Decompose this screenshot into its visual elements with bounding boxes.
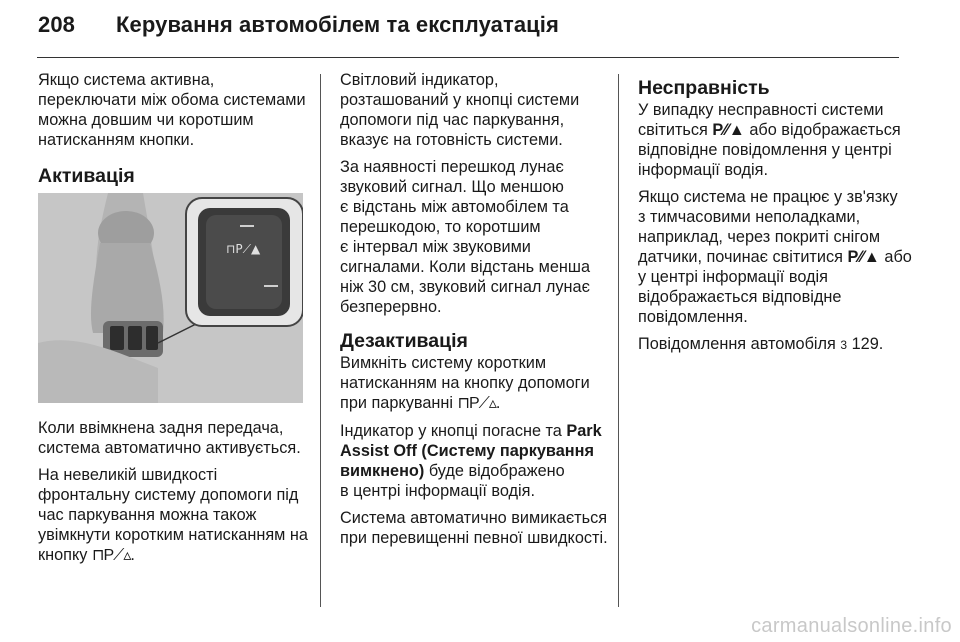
message-text: вимкнено) [340,462,425,480]
text-line: перешкодою, то коротшим [340,218,541,236]
heading-fault: Несправність [638,77,770,99]
text-line: інформації водія. [638,161,768,179]
text-line: повідомлення. [638,308,748,326]
text-line: розташований у кнопці системи [340,91,580,109]
text-line: або відображається [749,121,901,139]
text-line: допомоги під час паркування, [340,111,565,129]
text-line: є інтервал між звуковими [340,238,531,256]
vehicle-messages-paragraph [638,334,928,355]
text-line: датчики, починає світитися [638,248,843,266]
deactivation-paragraph [340,353,610,414]
text-line: За наявності перешкод лунає [340,158,564,176]
text-line: На невеликій швидкості [38,466,218,484]
column-1 [38,70,308,188]
text-line: буде відображено [424,462,565,480]
text-line: Коли ввімкнена задня передача, [38,419,284,437]
text-line: вказує на готовність системи. [340,131,563,149]
text-line: . [495,394,501,412]
park-assist-fault-icon: P⁄⁄▲ [712,121,745,139]
text-line: кнопку [38,546,88,564]
column-2 [340,70,610,555]
park-assist-button-icon: ⊓P⟋▵ [457,395,496,412]
text-line: Якщо система активна, [38,71,215,89]
text-line: натисканням на кнопку допомоги [340,374,590,392]
obstacle-paragraph [340,157,610,317]
heading-activation: Активація [38,165,135,187]
park-assist-button-icon: ⊓P⟋▵ [91,547,131,564]
text-line: у центрі інформації водія [638,268,828,286]
text-line: Індикатор у кнопці погасне та [340,422,562,440]
reverse-gear-paragraph [38,418,313,458]
text-line: або [884,248,912,266]
text-line: увімкнути коротким натисканням на [38,526,308,544]
text-line: час паркування можна також [38,506,257,524]
text-line: переключати між обома системами [38,91,306,109]
page-reference-link[interactable]: 129. [851,335,884,353]
indicator-paragraph [340,70,610,150]
header-rule [37,57,899,58]
park-assist-fault-icon: P⁄⁄▲ [847,248,880,266]
intro-paragraph [38,70,308,150]
text-line: Система автоматично вимикається [340,509,608,527]
text-line: Повідомлення автомобіля [638,335,836,353]
text-line: відповідне повідомлення у центрі [638,141,892,159]
message-text: Assist Off (Систему паркування [340,442,594,460]
fault-paragraph [638,100,928,180]
indicator-off-paragraph [340,421,610,501]
text-line: можна довшим чи коротшим [38,111,254,129]
text-line: система автоматично активується. [38,439,301,457]
watermark: carmanualsonline.info [751,615,952,637]
text-line: фронтальну систему допомоги під [38,486,299,504]
text-line: натисканням кнопки. [38,131,195,149]
text-line: звуковий сигнал. Що меншою [340,178,564,196]
text-line: сигналами. Коли відстань менша [340,258,590,276]
text-line: Якщо система не працює у зв'язку [638,188,898,206]
text-line: світиться [638,121,708,139]
column-3 [638,76,928,362]
text-line: наприклад, через покриті снігом [638,228,881,246]
cross-reference-arrow-icon: 3 [840,338,848,352]
low-speed-paragraph [38,465,313,566]
page-title: Керування автомобілем та експлуатація [116,12,559,37]
text-line: Вимкніть систему коротким [340,354,547,372]
text-line: безперервно. [340,298,442,316]
column-divider-1 [320,74,321,607]
text-line: ніж 30 см, звуковий сигнал лунає [340,278,590,296]
text-line: при паркуванні [340,394,453,412]
text-line: є відстань між автомобілем та [340,198,569,216]
auto-off-paragraph [340,508,610,548]
heading-deactivation: Дезактивація [340,330,468,352]
page-number: 208 [38,12,76,37]
text-line: відображається відповідне [638,288,842,306]
text-line: в центрі інформації водія. [340,482,535,500]
text-line: з тимчасовими неполадками, [638,208,861,226]
column-1-bottom [38,418,313,573]
failure-paragraph [638,187,928,327]
svg-text:⊓P⟋▲: ⊓P⟋▲ [226,242,261,256]
message-text: Park [566,422,602,440]
text-line: при перевищенні певної швидкості. [340,529,608,547]
page-header [38,12,559,38]
text-line: . [130,546,135,564]
text-line: У випадку несправності системи [638,101,884,119]
column-divider-2 [618,74,619,607]
park-assist-button-illustration [38,193,303,403]
text-line: Світловий індикатор, [340,71,499,89]
